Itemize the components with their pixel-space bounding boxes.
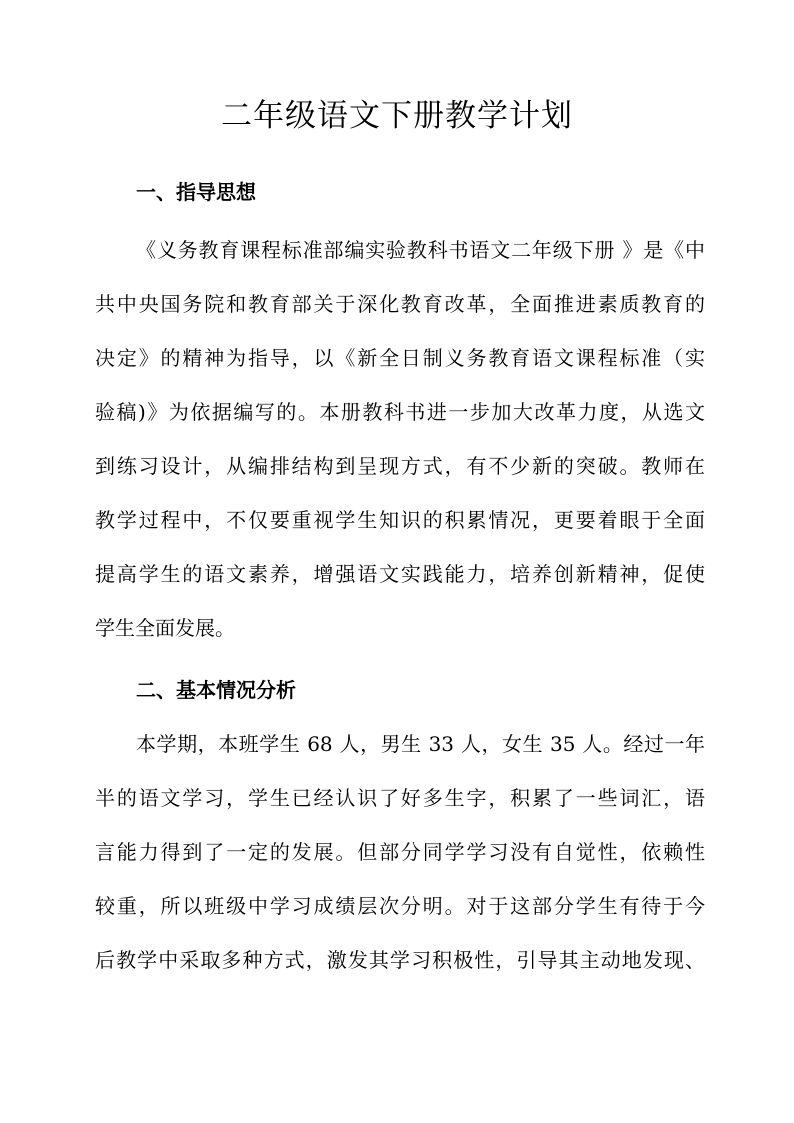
section-heading: 二、基本情况分析 xyxy=(136,678,296,702)
paragraph-line: 提高学生的语文素养，增强语文实践能力，培养创新精神，促使 xyxy=(95,562,705,586)
paragraph-line: 后教学中采取多种方式，激发其学习积极性，引导其主动地发现、 xyxy=(95,948,705,972)
paragraph-line: 共中央国务院和教育部关于深化教育改革，全面推进素质教育的 xyxy=(95,292,705,316)
paragraph-line: 学生全面发展。 xyxy=(95,616,235,640)
paragraph-line: 言能力得到了一定的发展。但部分同学学习没有自觉性，依赖性 xyxy=(95,840,705,864)
paragraph-line: 本学期，本班学生 68 人，男生 33 人，女生 35 人。经过一年 xyxy=(136,732,705,756)
document-title: 二年级语文下册教学计划 xyxy=(221,98,573,134)
paragraph-line: 《义务教育课程标准部编实验教科书语文二年级下册 》是《中 xyxy=(136,238,705,262)
section-heading: 一、指导思想 xyxy=(136,180,256,204)
paragraph-line: 决定》的精神为指导，以《新全日制义务教育语文课程标准（实 xyxy=(95,346,705,370)
paragraph-line: 教学过程中，不仅要重视学生知识的积累情况，更要着眼于全面 xyxy=(95,508,705,532)
paragraph-line: 半的语文学习，学生已经认识了好多生字，积累了一些词汇，语 xyxy=(95,786,705,810)
paragraph-line: 到练习设计，从编排结构到呈现方式，有不少新的突破。教师在 xyxy=(95,454,705,478)
paragraph-line: 较重，所以班级中学习成绩层次分明。对于这部分学生有待于今 xyxy=(95,894,705,918)
paragraph-line: 验稿)》为依据编写的。本册教科书进一步加大改革力度，从选文 xyxy=(95,400,705,424)
